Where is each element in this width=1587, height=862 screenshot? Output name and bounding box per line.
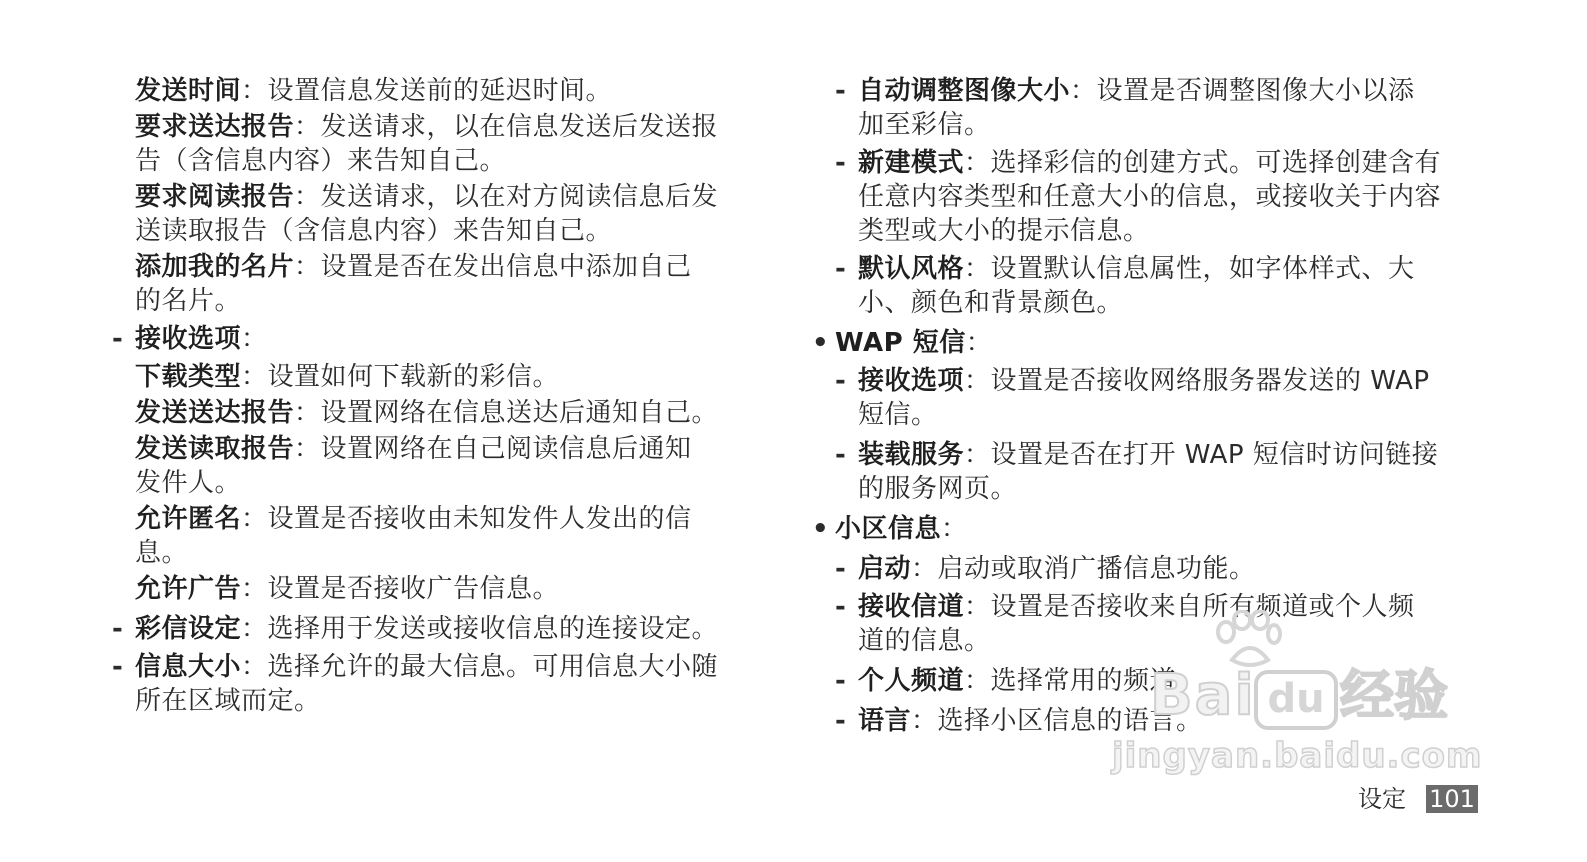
item-creation-mode-cont2: 类型或大小的提示信息。 — [858, 216, 1150, 246]
dash-marker: - — [835, 706, 846, 736]
bullet-marker: • — [812, 328, 829, 358]
watermark-brand: Bai — [1150, 663, 1256, 728]
item-add-my-card-cont: 的名片。 — [135, 286, 242, 316]
item-send-delivery-report: 发送送达报告：设置网络在信息送达后通知自己。 — [135, 398, 719, 428]
item-request-read-report-cont: 送读取报告（含信息内容）来告知自己。 — [135, 216, 613, 246]
dash-marker: - — [835, 366, 846, 396]
dash-marker: - — [835, 592, 846, 622]
item-send-time: 发送时间：设置信息发送前的延迟时间。 — [135, 76, 613, 106]
item-service-loading-cont: 的服务网页。 — [858, 474, 1018, 504]
item-message-size-cont: 所在区域而定。 — [135, 686, 321, 716]
item-default-style: 默认风格：设置默认信息属性，如字体样式、大 — [858, 254, 1415, 284]
dash-marker: - — [112, 652, 123, 682]
dash-marker: - — [835, 666, 846, 696]
item-allow-anonymous: 允许匿名：设置是否接收由未知发件人发出的信 — [135, 504, 692, 534]
item-auto-resize: 自动调整图像大小：设置是否调整图像大小以添 — [858, 76, 1415, 106]
item-request-delivery-report: 要求送达报告：发送请求，以在信息发送后发送报 — [135, 112, 719, 142]
item-receive-channel: 接收信道：设置是否接收来自所有频道或个人频 — [858, 592, 1415, 622]
item-wap-receive: 接收选项：设置是否接收网络服务器发送的 WAP — [858, 366, 1430, 396]
dash-marker: - — [112, 324, 123, 354]
item-send-read-report: 发送读取报告：设置网络在自己阅读信息后通知 — [135, 434, 692, 464]
item-add-my-card: 添加我的名片：设置是否在发出信息中添加自己 — [135, 252, 692, 282]
item-creation-mode: 新建模式：选择彩信的创建方式。可选择创建含有 — [858, 148, 1442, 178]
watermark-du: du — [1254, 670, 1338, 730]
section-label: 设定 — [1358, 785, 1406, 813]
item-allow-anonymous-cont: 息。 — [135, 538, 189, 568]
bullet-marker: • — [812, 514, 829, 544]
page-number: 101 — [1426, 785, 1478, 813]
item-auto-resize-cont: 加至彩信。 — [858, 110, 991, 140]
watermark-cn: 经验 — [1340, 664, 1448, 727]
item-mms-settings: 彩信设定：选择用于发送或接收信息的连接设定。 — [135, 614, 719, 644]
dash-marker: - — [835, 254, 846, 284]
item-send-read-report-cont: 发件人。 — [135, 468, 242, 498]
dash-marker: - — [112, 614, 123, 644]
item-receive-channel-cont: 道的信息。 — [858, 626, 991, 656]
item-default-style-cont: 小、颜色和背景颜色。 — [858, 288, 1124, 318]
item-request-read-report: 要求阅读报告：发送请求，以在对方阅读信息后发 — [135, 182, 719, 212]
item-wap-receive-cont: 短信。 — [858, 400, 938, 430]
dash-marker: - — [835, 554, 846, 584]
watermark-url: jingyan.baidu.com — [1112, 736, 1483, 776]
item-activate: 启动：启动或取消广播信息功能。 — [858, 554, 1256, 584]
item-creation-mode-cont1: 任意内容类型和任意大小的信息，或接收关于内容 — [858, 182, 1442, 212]
item-download-type: 下载类型：设置如何下载新的彩信。 — [135, 362, 560, 392]
item-personal-channel: 个人频道：选择常用的频道。 — [858, 666, 1203, 696]
dash-marker: - — [835, 148, 846, 178]
heading-wap-push: WAP 短信： — [835, 328, 993, 358]
item-request-delivery-report-cont: 告（含信息内容）来告知自己。 — [135, 146, 507, 176]
item-message-size: 信息大小：选择允许的最大信息。可用信息大小随 — [135, 652, 719, 682]
dash-marker: - — [835, 76, 846, 106]
item-language: 语言：选择小区信息的语言。 — [858, 706, 1203, 736]
item-service-loading: 装载服务：设置是否在打开 WAP 短信时访问链接 — [858, 440, 1439, 470]
heading-cell-broadcast: 小区信息： — [835, 514, 968, 544]
item-allow-ads: 允许广告：设置是否接收广告信息。 — [135, 574, 560, 604]
dash-marker: - — [835, 440, 846, 470]
heading-receive-options: 接收选项： — [135, 324, 268, 354]
